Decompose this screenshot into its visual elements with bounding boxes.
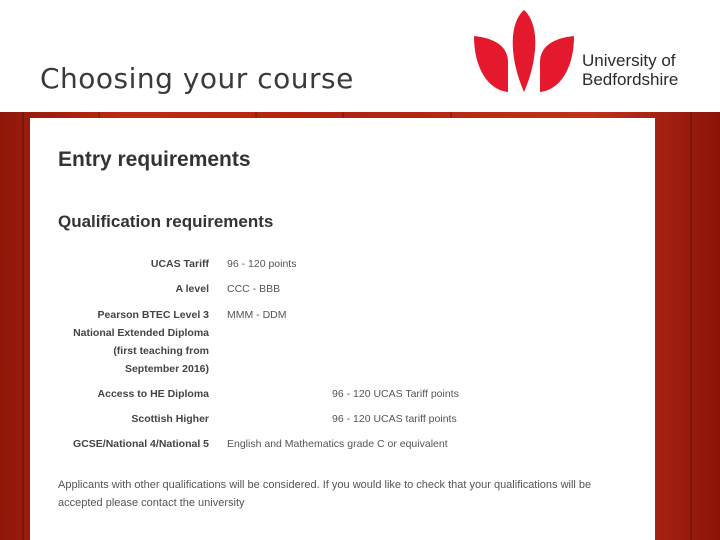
requirement-label-access-he: Access to HE Diploma [97, 388, 209, 400]
requirement-label-ucas-tariff: UCAS Tariff [150, 258, 209, 270]
requirement-label-btec-line-4: September 2016) [124, 363, 209, 375]
requirement-value-ucas-tariff: 96 - 120 points [227, 258, 297, 270]
requirement-value-btec: MMM - DDM [227, 309, 287, 321]
requirement-value-access-he: 96 - 120 UCAS Tariff points [332, 388, 459, 400]
requirement-label-gcse: GCSE/National 4/National 5 [73, 438, 209, 450]
requirement-label-scottish-higher: Scottish Higher [131, 413, 209, 425]
requirement-label-btec-line-1: Pearson BTEC Level 3 [97, 309, 209, 321]
slide-header [0, 0, 720, 112]
other-qualifications-note: Applicants with other qualifications will be considered. If you would like to check that your qualifications will be accepted please contact the university [58, 479, 592, 509]
requirement-label-a-level: A level [175, 283, 209, 295]
university-logo [470, 8, 700, 100]
slide-title: Choosing your course [40, 62, 354, 95]
tulip-logo-icon [470, 8, 578, 96]
entry-requirements-heading: Entry requirements [58, 148, 251, 171]
requirement-value-scottish-higher: 96 - 120 UCAS tariff points [332, 413, 457, 425]
logo-line-2: Bedfordshire [582, 70, 679, 89]
requirement-value-gcse: English and Mathematics grade C or equivalent [227, 438, 448, 450]
requirement-label-btec-line-3: (first teaching from [113, 345, 209, 357]
entry-requirements-panel [30, 118, 655, 540]
requirement-label-btec-line-2: National Extended Diploma [73, 327, 209, 339]
requirement-value-a-level: CCC - BBB [227, 283, 281, 295]
qualification-requirements-heading: Qualification requirements [58, 212, 274, 231]
logo-line-1: University of [582, 51, 676, 70]
logo-wordmark [582, 52, 678, 90]
